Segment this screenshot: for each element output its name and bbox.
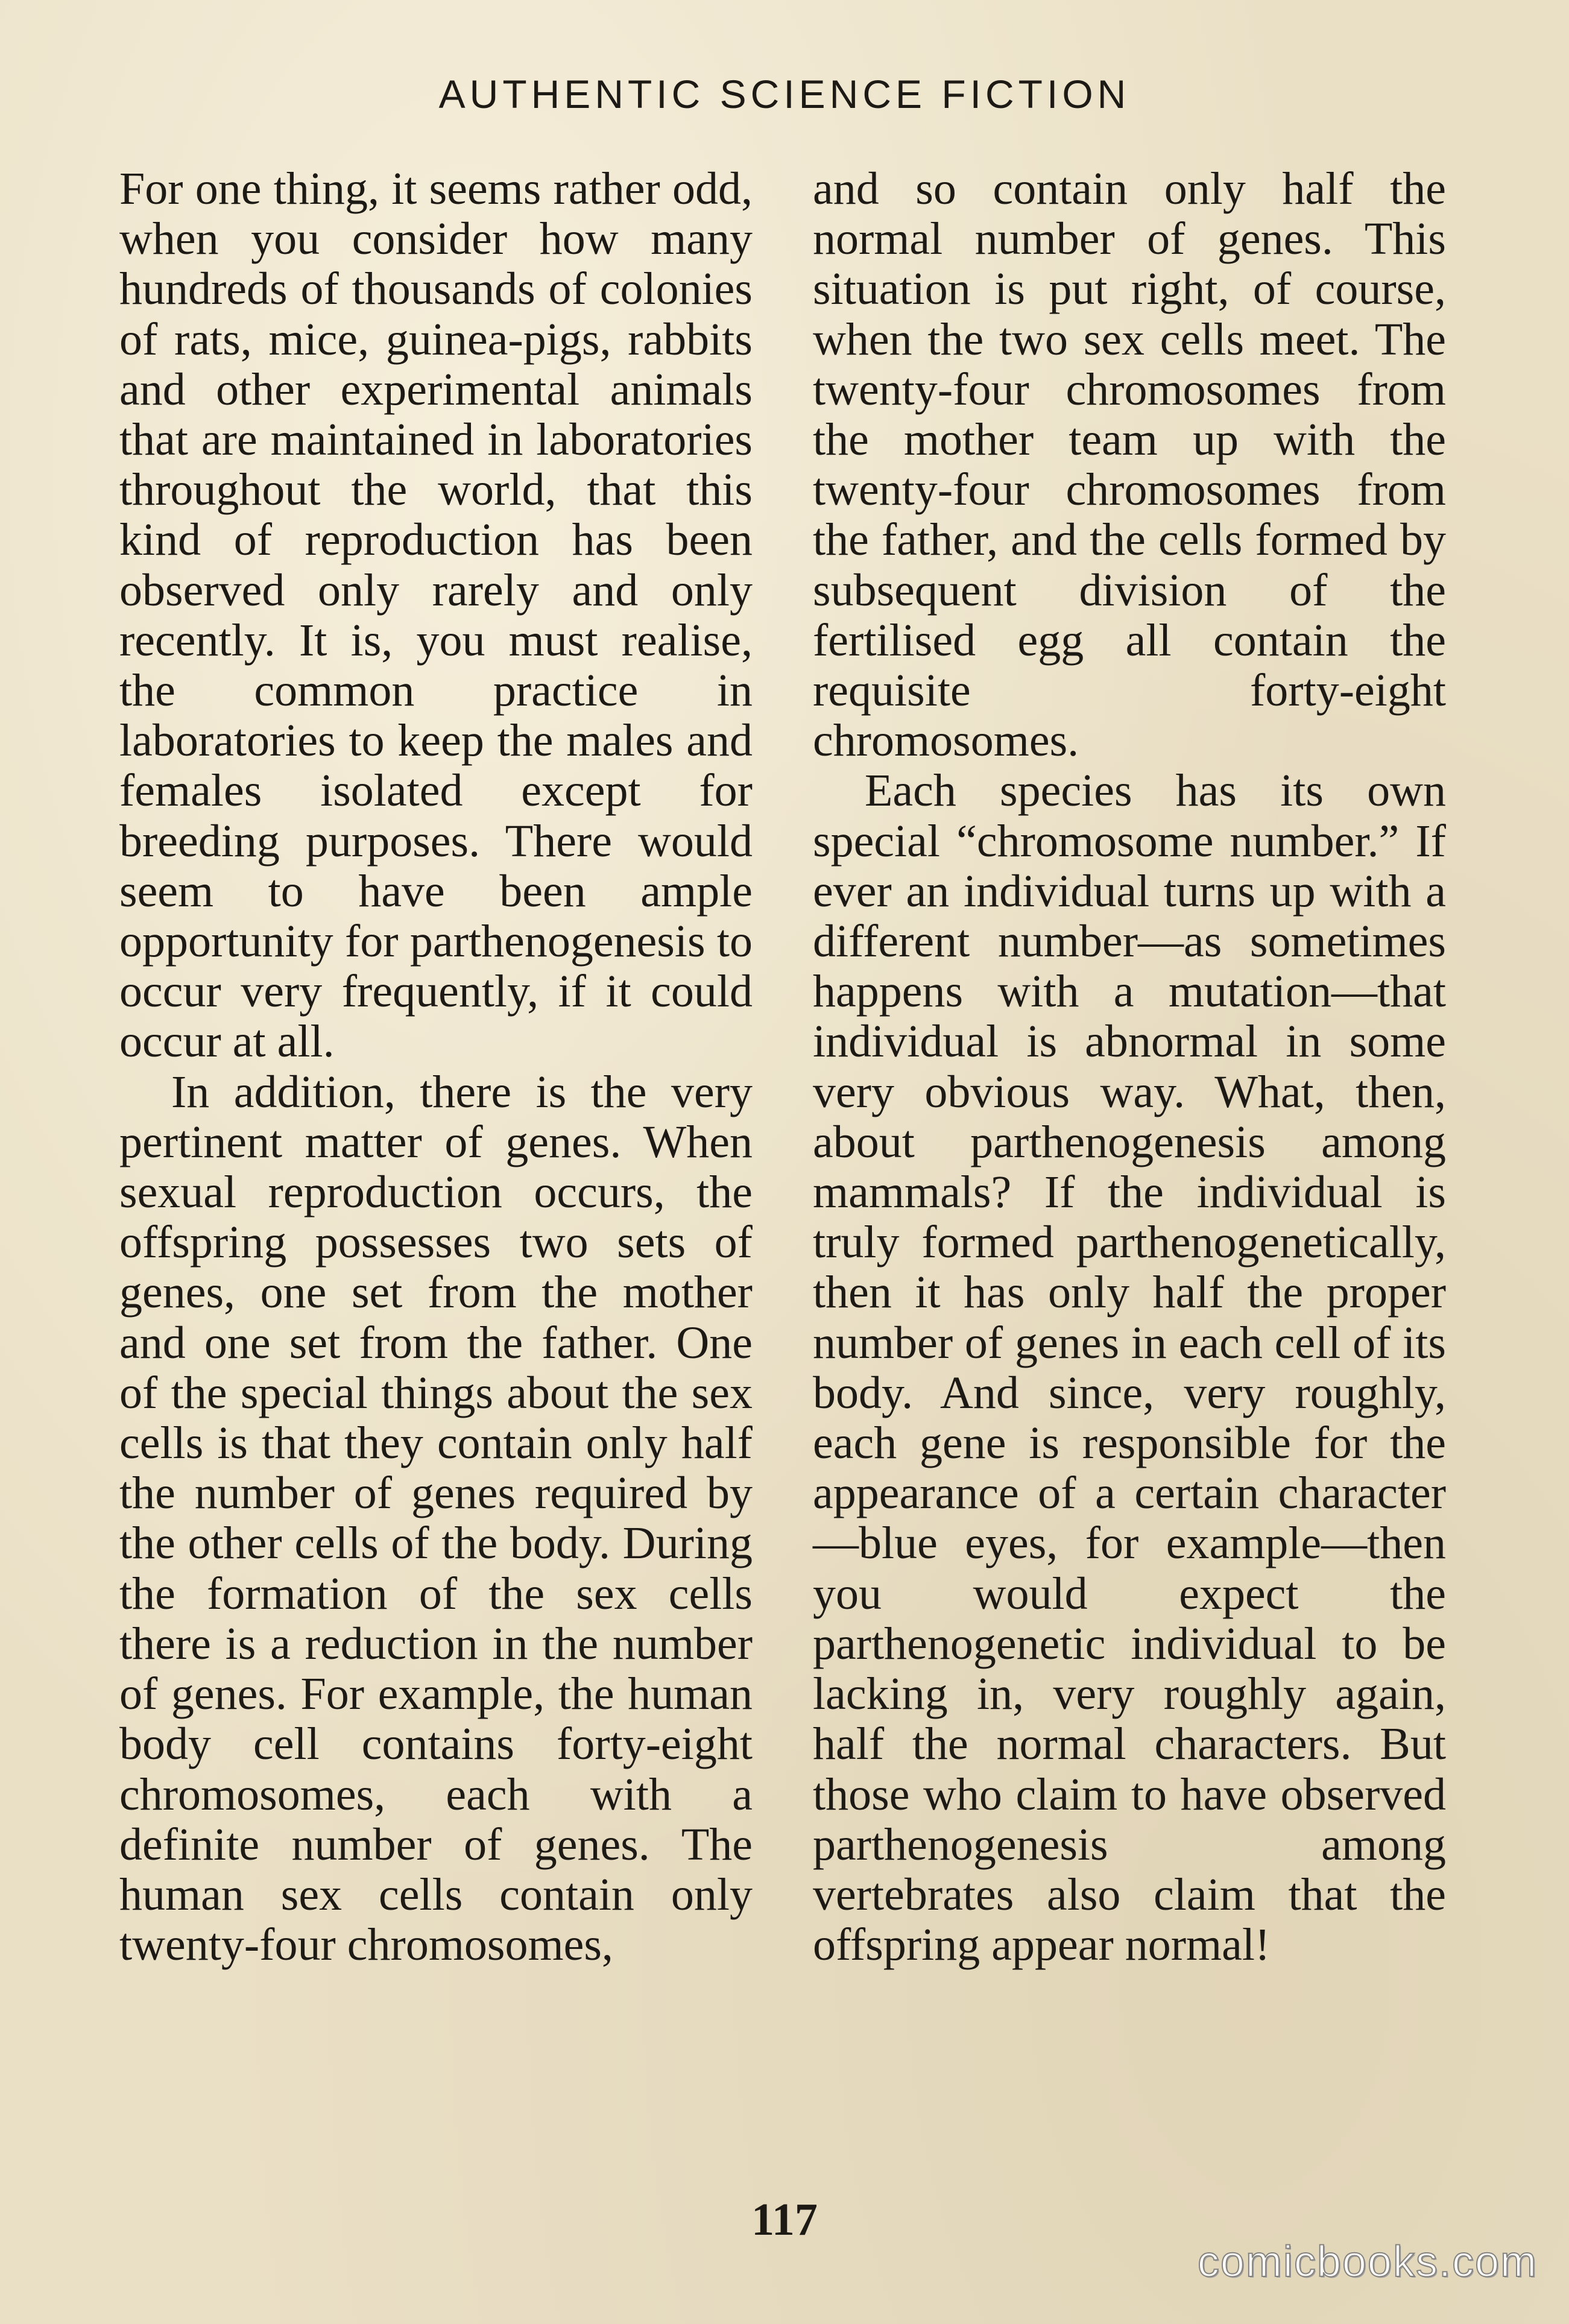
left-column [119, 164, 753, 1970]
paragraph-right-1: and so contain only half the normal number of genes. This situation is put right, of course, when the two sex cells meet. The twenty-four chromosomes from the mother team up with the twenty-four chromosomes from the father, and the cells formed by subsequent division of the fertilised egg all contain the requisite forty-eight chromosomes. [813, 163, 1446, 766]
right-column [813, 164, 1446, 1970]
paragraph-left-1: For one thing, it seems rather odd, when you consider how many hundreds of thousands of colonies of rats, mice, guinea-pigs, rabbits and other experimental animals that are maintained in laboratories throughout the world, that this kind of reproduction has been observed only rarely and only recently. It is, you must realise, the common practice in laboratories to keep the males and females isolated except for breeding purposes. There would seem to have been ample opportunity for parthenogenesis to occur very frequently, if it could occur at all. [119, 163, 753, 1067]
paragraph-left-2: In addition, there is the very pertinent matter of genes. When sexual reproduction occurs, the offspring possesses two sets of genes, one set from the mother and one set from the father. One of the special things about the sex cells is that they contain only half the number of genes required by the other cells of the body. During the formation of the sex cells there is a reduction in the number of genes. For example, the human body cell contains forty-eight chromosomes, each with a definite number of genes. The human sex cells contain only twenty-four chromosomes, [119, 1066, 753, 1971]
paragraph-right-2: Each species has its own special “chromosome number.” If ever an individual turns up with a different number—as sometimes happens with a mutation—that individual is abnormal in some very obvious way. What, then, about parthenogenesis among mammals? If the individual is truly formed parthenogenetically, then it has only half the proper number of genes in each cell of its body. And since, very roughly, each gene is responsible for the appearance of a certain character—blue eyes, for example—then you would expect the parthenogenetic individual to be lacking in, very roughly again, half the normal characters. But those who claim to have observed parthenogenesis among vertebrates also claim that the offspring appear normal! [813, 765, 1446, 1971]
site-watermark: comicbooks.com [1197, 2238, 1538, 2286]
page-number: 117 [751, 2194, 818, 2245]
running-header: AUTHENTIC SCIENCE FICTION [438, 72, 1131, 116]
